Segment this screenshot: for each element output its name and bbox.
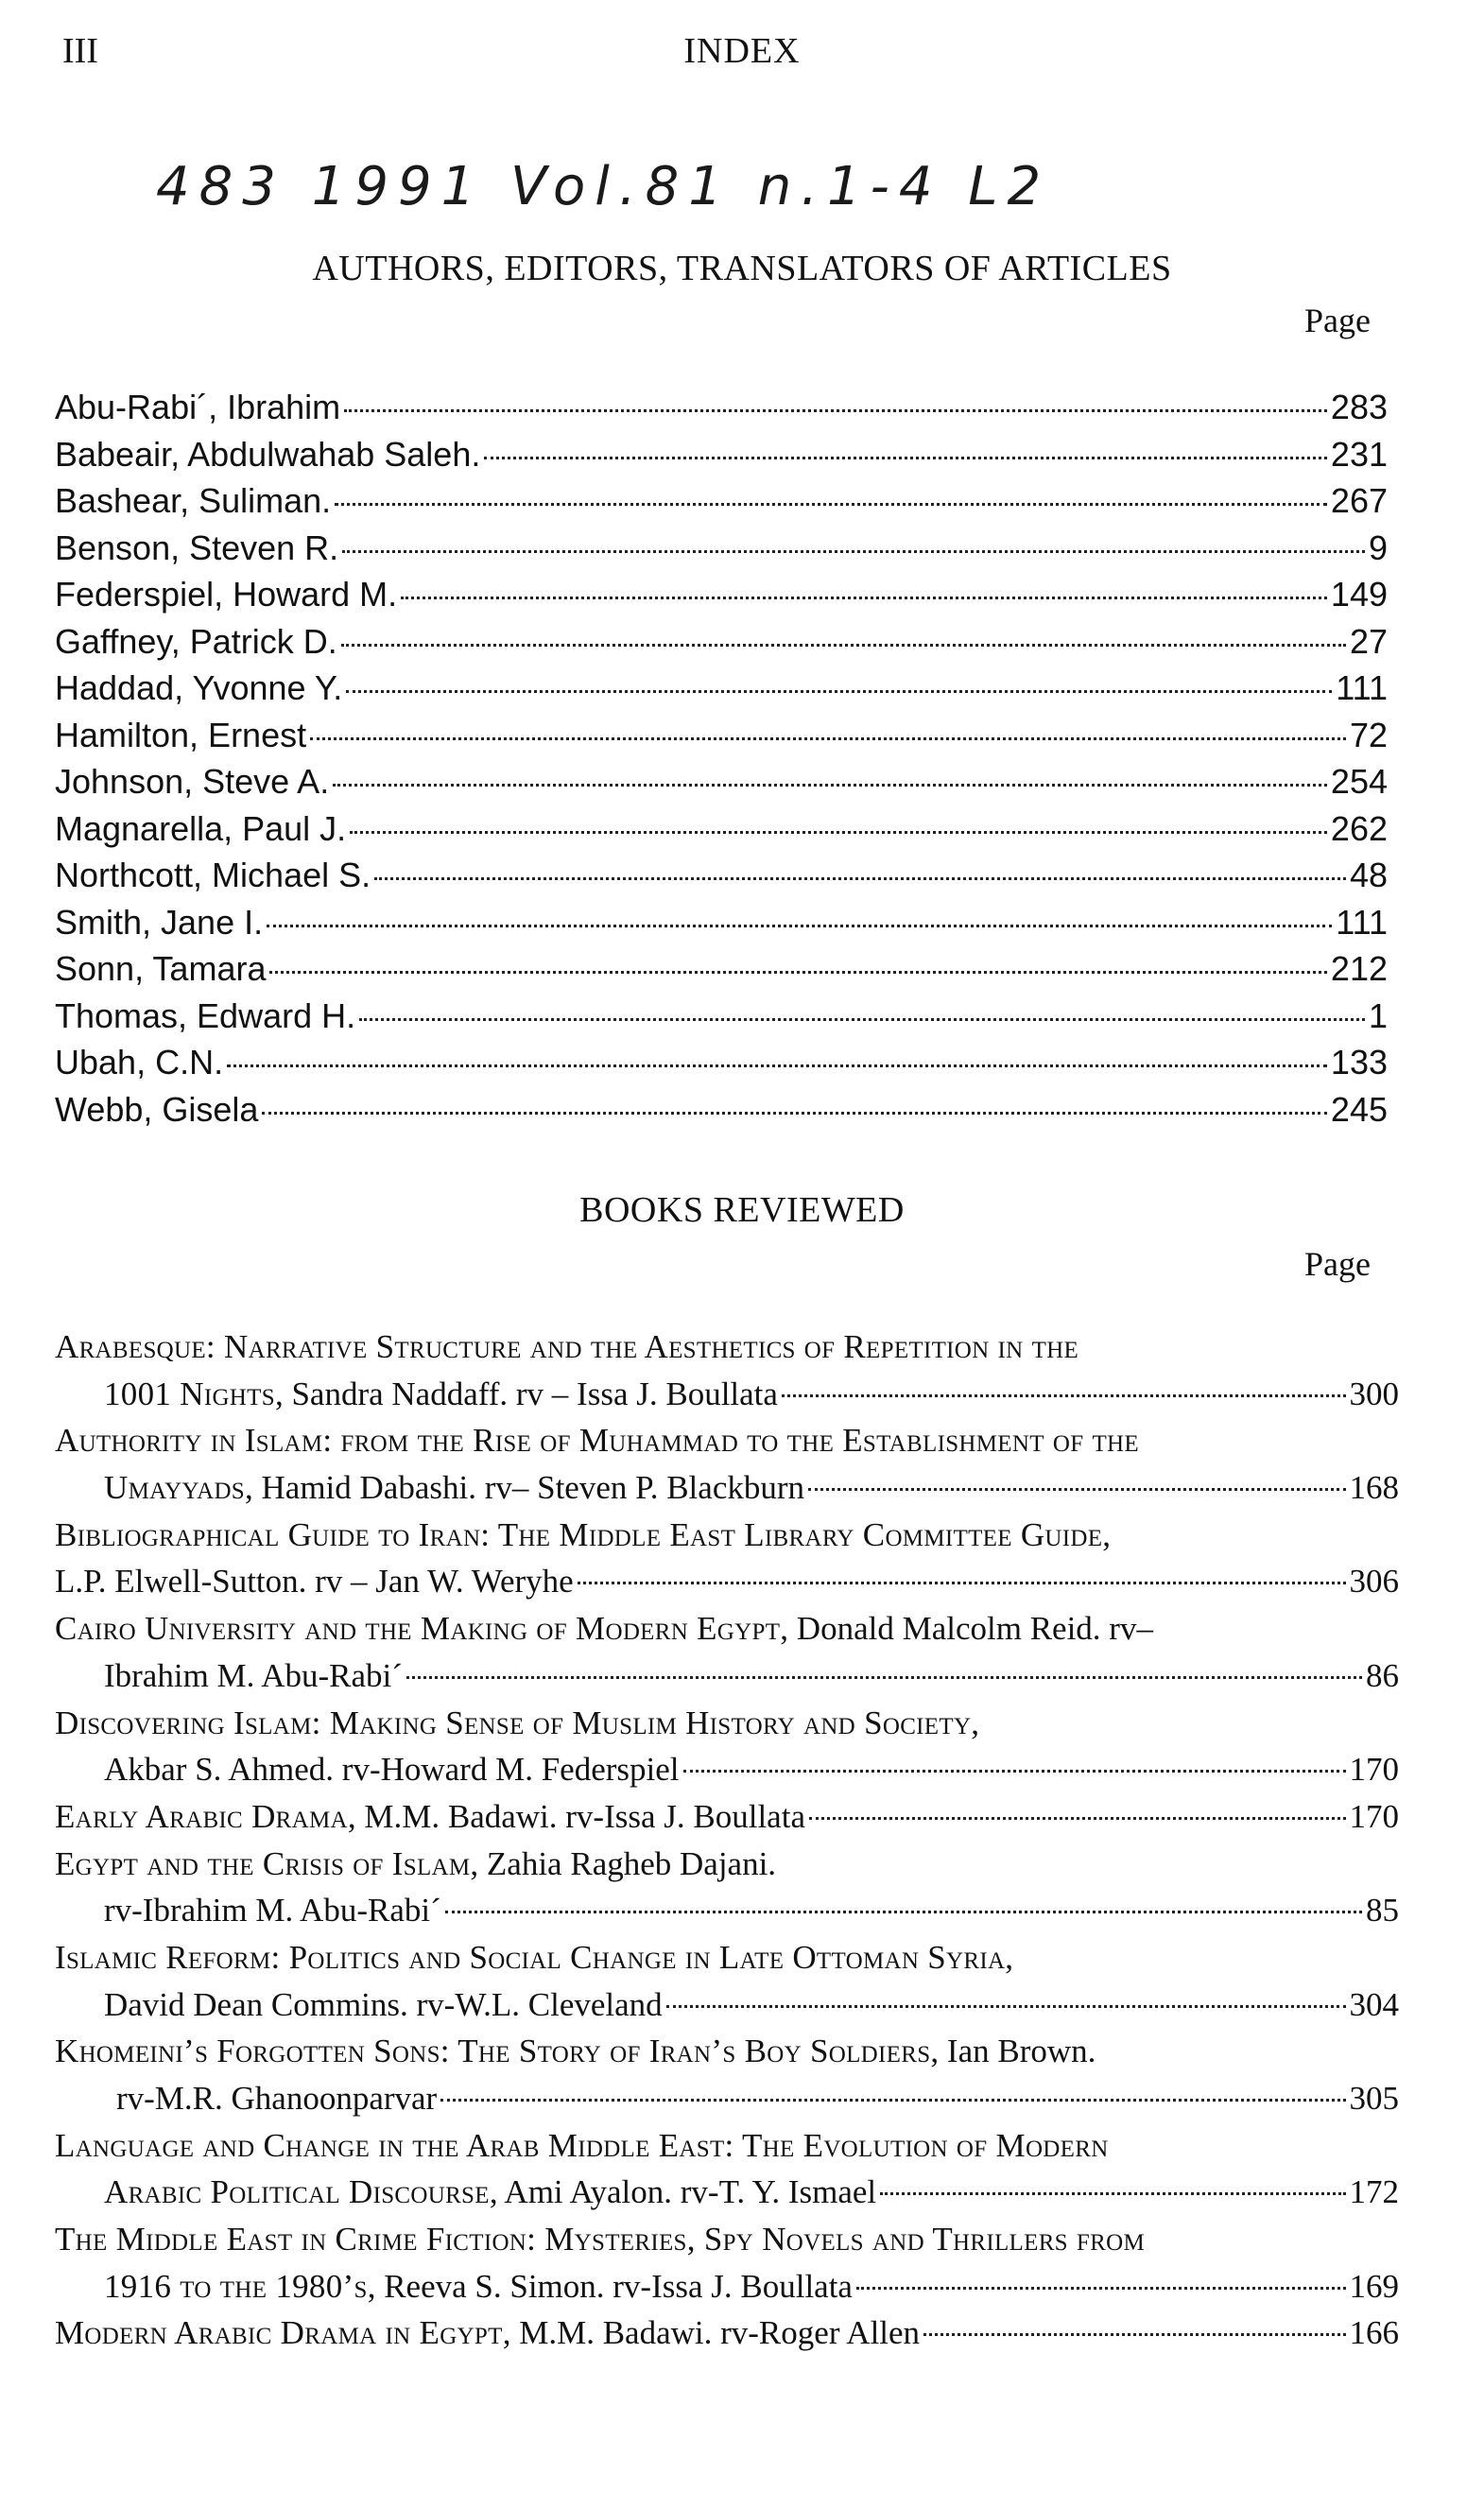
author-entry xyxy=(55,716,1388,763)
book-author-reviewer: L.P. Elwell-Sutton. rv – Jan W. Weryhe xyxy=(55,1563,574,1601)
author-name: Magnarella, Paul J. xyxy=(55,808,347,848)
book-author-reviewer: , Reeva S. Simon. rv-Issa J. Boullata xyxy=(367,2267,853,2305)
page-number: 111 xyxy=(1336,668,1388,707)
page-number: 245 xyxy=(1330,1089,1388,1129)
dot-leader xyxy=(350,831,1327,834)
author-entry xyxy=(55,949,1388,996)
book-author-reviewer: rv-Ibrahim M. Abu-Rabi´ xyxy=(104,1892,441,1929)
book-title: Early Arabic Drama xyxy=(55,1797,348,1835)
dot-leader xyxy=(341,644,1346,647)
dot-leader xyxy=(809,1817,1346,1820)
page-number: 149 xyxy=(1330,575,1388,614)
page-number: 304 xyxy=(1349,1985,1399,2023)
books-heading: BOOKS REVIEWED xyxy=(579,1190,905,1230)
page-folio: III xyxy=(62,31,98,71)
book-entry-line xyxy=(55,1751,1399,1798)
book-title: Islamic Reform: Politics and Social Change in Late Ottoman Syria, xyxy=(55,1938,1014,1976)
author-name: Babeair, Abdulwahab Saleh. xyxy=(55,434,481,474)
book-title: Egypt and the Crisis of Islam xyxy=(55,1844,471,1882)
book-entry-line xyxy=(55,2314,1399,2362)
book-title: Bibliographical Guide to Iran: The Middle East Library Committee Guide, xyxy=(55,1515,1112,1553)
book-title: Umayyads xyxy=(104,1469,246,1507)
book-entry-line xyxy=(55,1328,1399,1376)
author-name: Hamilton, Ernest xyxy=(55,715,307,754)
author-entry xyxy=(55,435,1388,482)
book-author-reviewer: Ibrahim M. Abu-Rabi´ xyxy=(104,1656,403,1694)
book-entry-line xyxy=(55,2080,1399,2127)
author-name: Bashear, Suliman. xyxy=(55,481,332,520)
page-number: 168 xyxy=(1349,1469,1399,1507)
dot-leader xyxy=(269,971,1326,974)
dot-leader xyxy=(440,2099,1345,2102)
page-number: 300 xyxy=(1349,1375,1399,1412)
book-entry-line xyxy=(55,2127,1399,2174)
book-author-reviewer: , Donald Malcolm Reid. rv– xyxy=(780,1610,1153,1648)
author-name: Webb, Gisela xyxy=(55,1089,259,1129)
author-name: Ubah, C.N. xyxy=(55,1043,224,1081)
book-entry-line xyxy=(55,1798,1399,1845)
author-name: Gaffney, Patrick D. xyxy=(55,621,337,661)
author-name: Johnson, Steve A. xyxy=(55,762,330,801)
dot-leader xyxy=(227,1064,1327,1067)
handwritten-shelfmark: 483 1991 Vol.81 n.1-4 L2 xyxy=(156,156,1051,217)
authors-list xyxy=(55,388,1388,1136)
dot-leader xyxy=(782,1394,1346,1397)
author-name: Thomas, Edward H. xyxy=(55,995,356,1035)
authors-page-label: Page xyxy=(1304,302,1371,339)
book-entry-line xyxy=(55,1845,1399,1893)
dot-leader xyxy=(666,2005,1346,2008)
book-entry-line xyxy=(55,1892,1399,1939)
author-entry xyxy=(55,575,1388,622)
page-number: 85 xyxy=(1366,1892,1399,1929)
author-name: Sonn, Tamara xyxy=(55,949,267,988)
running-head xyxy=(62,30,1422,78)
dot-leader xyxy=(262,1112,1326,1115)
book-entry-line xyxy=(55,1422,1399,1469)
dot-leader xyxy=(880,2192,1345,2195)
author-entry xyxy=(55,856,1388,903)
page-title: INDEX xyxy=(683,31,801,71)
dot-leader xyxy=(401,597,1327,599)
page-number: 170 xyxy=(1349,1751,1399,1789)
dot-leader xyxy=(344,409,1327,412)
dot-leader xyxy=(346,690,1332,693)
book-author-reviewer: , Sandra Naddaff. rv – Issa J. Boullata xyxy=(274,1375,778,1412)
dot-leader xyxy=(808,1488,1345,1491)
dot-leader xyxy=(374,877,1346,880)
book-title: 1916 to the 1980’s xyxy=(104,2267,368,2305)
page-number: 231 xyxy=(1330,434,1388,474)
book-author-reviewer: , M.M. Badawi. rv-Issa J. Boullata xyxy=(347,1797,805,1835)
book-entry-line xyxy=(55,2033,1399,2080)
author-name: Smith, Jane I. xyxy=(55,902,264,942)
book-entry-line xyxy=(55,2268,1399,2315)
book-title: Arabic Political Discourse xyxy=(104,2173,490,2211)
authors-heading: AUTHORS, EDITORS, TRANSLATORS OF ARTICLES xyxy=(312,249,1172,288)
book-author-reviewer: rv-M.R. Ghanoonparvar xyxy=(116,2080,438,2117)
author-name: Abu-Rabi´, Ibrahim xyxy=(55,388,341,426)
author-name: Northcott, Michael S. xyxy=(55,856,371,894)
page-number: 1 xyxy=(1368,995,1388,1035)
page-number: 283 xyxy=(1330,388,1388,426)
author-entry xyxy=(55,1090,1388,1137)
page-number: 72 xyxy=(1349,715,1388,754)
book-entry-line xyxy=(55,1657,1399,1704)
page-number: 86 xyxy=(1366,1656,1399,1694)
book-title: Discovering Islam: Making Sense of Muslim History and Society, xyxy=(55,1704,980,1741)
book-title: Cairo University and the Making of Modern Egypt xyxy=(55,1610,781,1648)
dot-leader xyxy=(484,457,1327,459)
author-name: Haddad, Yvonne Y. xyxy=(55,668,343,707)
author-entry xyxy=(55,668,1388,716)
dot-leader xyxy=(342,550,1365,553)
book-entry-line xyxy=(55,1986,1399,2033)
page-number: 48 xyxy=(1349,856,1388,894)
books-page-label: Page xyxy=(1304,1245,1371,1283)
dot-leader xyxy=(333,784,1327,787)
books-reviewed-list xyxy=(55,1328,1399,2362)
author-entry xyxy=(55,528,1388,576)
book-author-reviewer: , Ami Ayalon. rv-T. Y. Ismael xyxy=(489,2173,877,2211)
author-entry xyxy=(55,1043,1388,1090)
page-number: 9 xyxy=(1368,528,1388,567)
author-name: Federspiel, Howard M. xyxy=(55,575,398,614)
dot-leader xyxy=(445,1911,1362,1913)
dot-leader xyxy=(335,503,1327,506)
page-number: 169 xyxy=(1349,2267,1399,2305)
page-number: 27 xyxy=(1349,621,1388,661)
author-entry xyxy=(55,996,1388,1044)
dot-leader xyxy=(578,1582,1346,1584)
page-number: 212 xyxy=(1330,949,1388,988)
book-title: Language and Change in the Arab Middle East: The Evolution of Modern xyxy=(55,2126,1109,2164)
author-entry xyxy=(55,903,1388,950)
page-number: 254 xyxy=(1330,762,1388,801)
book-entry-line xyxy=(55,1469,1399,1516)
page-number: 170 xyxy=(1349,1797,1399,1835)
page-number: 133 xyxy=(1330,1043,1388,1081)
book-title: Khomeini’s Forgotten Sons: The Story of Iran’s Boy Soldiers xyxy=(55,2033,931,2070)
book-title: Arabesque: Narrative Structure and the Aesthetics of Repetition in the xyxy=(55,1328,1079,1365)
page-number: 172 xyxy=(1349,2173,1399,2211)
dot-leader xyxy=(683,1770,1346,1773)
book-author-reviewer: , Hamid Dabashi. rv– Steven P. Blackburn xyxy=(245,1469,805,1507)
dot-leader xyxy=(359,1018,1365,1021)
author-name: Benson, Steven R. xyxy=(55,528,339,567)
book-entry-line xyxy=(55,1704,1399,1752)
book-entry-line xyxy=(55,2221,1399,2268)
page-number: 305 xyxy=(1349,2080,1399,2117)
page-number: 111 xyxy=(1336,902,1388,942)
author-entry xyxy=(55,809,1388,857)
author-entry xyxy=(55,481,1388,528)
page-number: 267 xyxy=(1330,481,1388,520)
dot-leader xyxy=(267,925,1332,927)
book-entry-line xyxy=(55,1939,1399,1986)
dot-leader xyxy=(923,2333,1345,2336)
dot-leader xyxy=(406,1676,1362,1679)
page-number: 306 xyxy=(1349,1563,1399,1601)
book-entry-line xyxy=(55,1610,1399,1657)
author-entry xyxy=(55,762,1388,809)
author-entry xyxy=(55,622,1388,669)
book-author-reviewer: , Ian Brown. xyxy=(930,2033,1096,2070)
book-entry-line xyxy=(55,2173,1399,2221)
book-title: The Middle East in Crime Fiction: Mysteries, Spy Novels and Thrillers from xyxy=(55,2221,1145,2258)
book-entry-line xyxy=(55,1376,1399,1423)
page-number: 262 xyxy=(1330,808,1388,848)
book-author-reviewer: , Zahia Ragheb Dajani. xyxy=(470,1844,777,1882)
page-number: 166 xyxy=(1349,2314,1399,2352)
dot-leader xyxy=(856,2287,1346,2290)
book-title: 1001 Nights xyxy=(104,1375,275,1412)
book-title: Authority in Islam: from the Rise of Muhammad to the Establishment of the xyxy=(55,1422,1139,1460)
book-entry-line xyxy=(55,1516,1399,1564)
book-author-reviewer: Akbar S. Ahmed. rv-Howard M. Federspiel xyxy=(104,1751,680,1789)
book-title: Modern Arabic Drama in Egypt xyxy=(55,2314,503,2352)
author-entry xyxy=(55,388,1388,435)
book-entry-line xyxy=(55,1563,1399,1610)
book-author-reviewer: David Dean Commins. rv-W.L. Cleveland xyxy=(104,1985,663,2023)
dot-leader xyxy=(310,737,1346,740)
book-author-reviewer: , M.M. Badawi. rv-Roger Allen xyxy=(502,2314,921,2352)
